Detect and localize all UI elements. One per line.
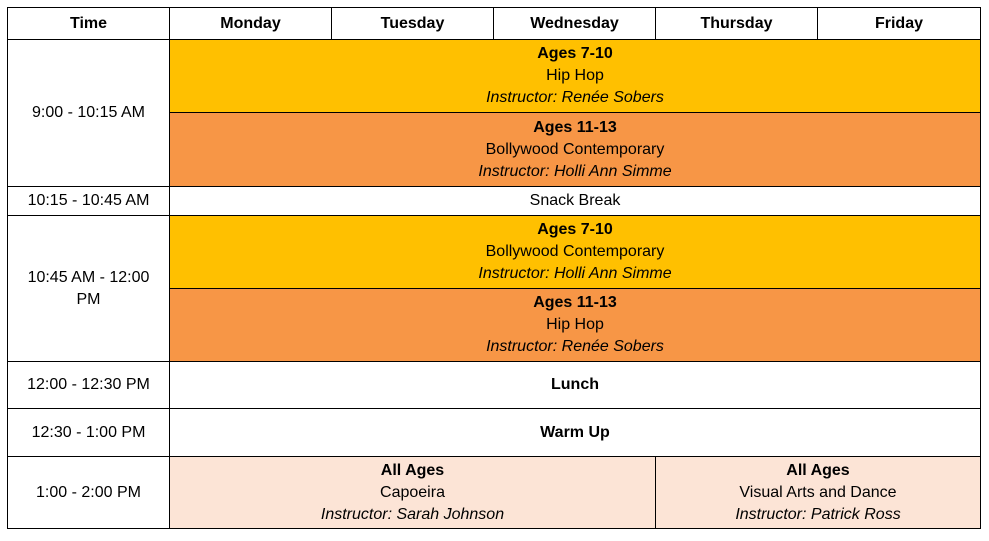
- session-group: Ages 7-10: [537, 45, 613, 62]
- header-time: Time: [8, 8, 170, 40]
- session-cell: [170, 457, 656, 529]
- table-row: [8, 216, 981, 289]
- header-tuesday: Tuesday: [332, 8, 494, 40]
- session-instructor: Instructor: Sarah Johnson: [320, 505, 505, 523]
- activity-cell: Snack Break: [170, 187, 981, 216]
- header-row: [8, 8, 981, 40]
- time-cell: 9:00 - 10:15 AM: [8, 40, 170, 187]
- session-class: Hip Hop: [546, 67, 604, 84]
- session-class: Capoeira: [380, 483, 445, 501]
- header-friday: Friday: [818, 8, 981, 40]
- time-cell: 12:00 - 12:30 PM: [8, 362, 170, 409]
- table-row: [8, 409, 981, 457]
- schedule-table: [7, 7, 981, 529]
- session-group: Ages 11-13: [533, 294, 617, 311]
- session-group: All Ages: [786, 461, 850, 479]
- session-cell: [656, 457, 981, 529]
- header-thursday: Thursday: [656, 8, 818, 40]
- header-wednesday: Wednesday: [494, 8, 656, 40]
- session-instructor: Instructor: Renée Sobers: [486, 338, 664, 355]
- session-instructor: Instructor: Holli Ann Simme: [478, 265, 672, 282]
- table-row: [8, 40, 981, 113]
- session-class: Hip Hop: [546, 316, 604, 333]
- session-group: Ages 7-10: [537, 221, 613, 238]
- session-class: Bollywood Contemporary: [485, 140, 665, 158]
- time-cell: 10:15 - 10:45 AM: [8, 187, 170, 216]
- session-class: Visual Arts and Dance: [739, 483, 897, 501]
- time-cell: 10:45 AM - 12:00 PM: [8, 216, 170, 362]
- session-cell: [170, 40, 981, 113]
- time-cell: 1:00 - 2:00 PM: [8, 457, 170, 529]
- table-row: [8, 362, 981, 409]
- session-instructor: Instructor: Holli Ann Simme: [478, 162, 672, 180]
- session-instructor: Instructor: Renée Sobers: [486, 89, 664, 106]
- session-instructor: Instructor: Patrick Ross: [735, 505, 901, 523]
- table-row: [8, 187, 981, 216]
- session-cell: [170, 113, 981, 187]
- session-group: All Ages: [380, 461, 445, 479]
- activity-cell: Warm Up: [170, 409, 981, 457]
- session-cell: [170, 216, 981, 289]
- activity-cell: Lunch: [170, 362, 981, 409]
- session-group: Ages 11-13: [533, 118, 617, 136]
- session-cell: [170, 289, 981, 362]
- header-monday: Monday: [170, 8, 332, 40]
- time-cell: 12:30 - 1:00 PM: [8, 409, 170, 457]
- session-class: Bollywood Contemporary: [485, 243, 665, 260]
- table-row: [8, 457, 981, 529]
